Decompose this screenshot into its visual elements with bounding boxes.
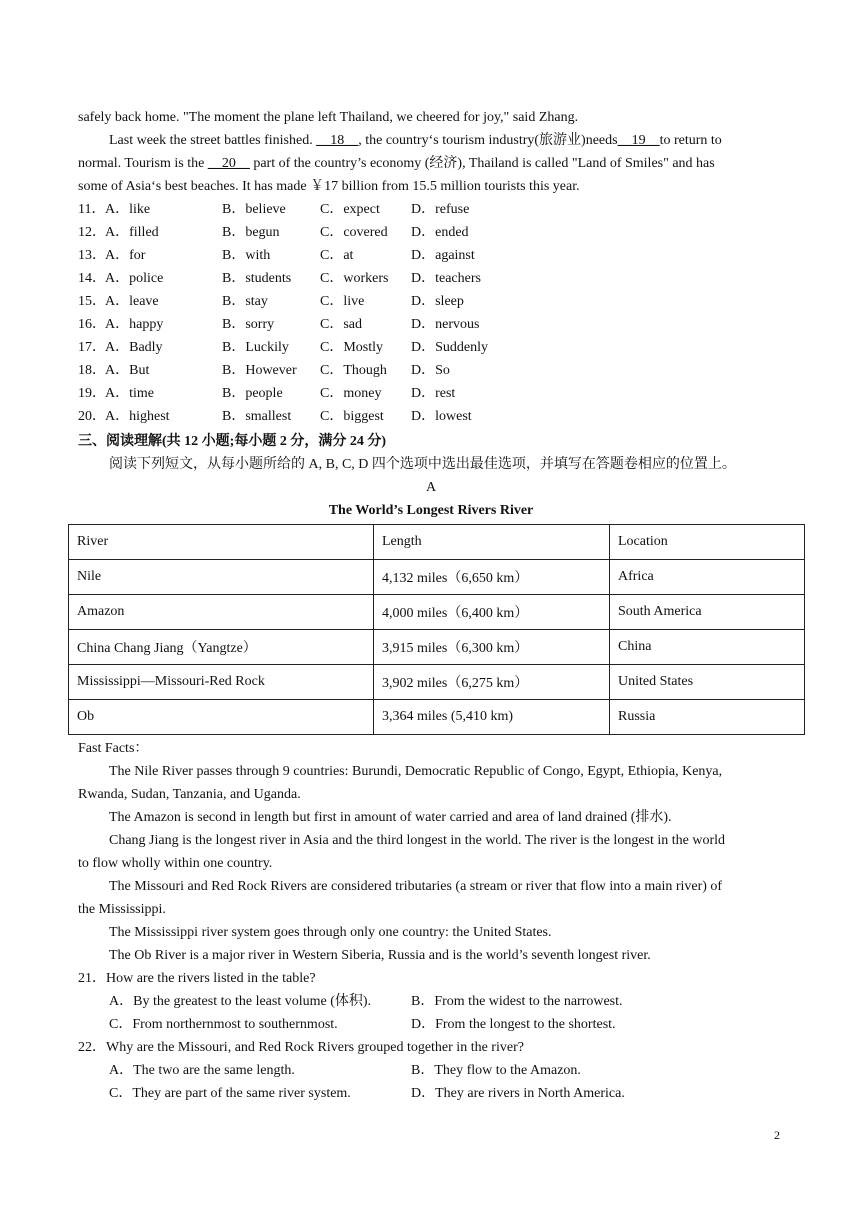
option-row: 20． A．highest B．smallest C．biggest D．lowest [78, 409, 472, 424]
exam-page [78, 106, 784, 1105]
option-b: B．From the widest to the narrowest. [411, 994, 623, 1009]
table-cell: Amazon [69, 595, 374, 630]
option-row: 15． A．leave B．stay C．live D．sleep [78, 294, 464, 309]
option-d: D．From the longest to the shortest. [411, 1017, 616, 1032]
option-row: 13． A．for B．with C．at D．against [78, 248, 475, 263]
question-options [78, 1059, 784, 1082]
fact-line: Rwanda, Sudan, Tanzania, and Uganda. [78, 787, 301, 802]
option-row: 12． A．filled B．begun C．covered D．ended [78, 225, 469, 240]
table-cell: Nile [69, 560, 374, 595]
table-cell: 4,132 miles（6,650 km） [374, 560, 610, 595]
table-header-cell: River [69, 525, 374, 560]
question-options [78, 1013, 784, 1036]
passage-line: safely back home. "The moment the plane left Thailand, we cheered for joy," said Zhang. [78, 110, 579, 125]
option-d: D．They are rivers in North America. [411, 1086, 625, 1101]
question-stem: 21．How are the rivers listed in the table? [78, 971, 316, 986]
table-row [69, 630, 805, 665]
question-options [78, 990, 784, 1013]
question-stem: 22．Why are the Missouri, and Red Rock Rivers grouped together in the river? [78, 1040, 524, 1055]
table-cell: Ob [69, 700, 374, 735]
fact-line: Chang Jiang is the longest river in Asia and the third longest in the world. The river is the longest in the world [109, 833, 726, 848]
table-cell: China Chang Jiang（Yangtze） [69, 630, 374, 665]
section-instruction: 阅读下列短文，从每小题所给的 A, B, C, D 四个选项中选出最佳选项，并填写在答题卷相应的位置上。 [109, 457, 736, 472]
fact-line: The Mississippi river system goes through only one country: the United States. [109, 925, 552, 940]
table-header-cell: Length [374, 525, 610, 560]
table-cell: 3,915 miles（6,300 km） [374, 630, 610, 665]
table-header-row [69, 525, 805, 560]
option-row: 11． A．like B．believe C．expect D．refuse [78, 202, 470, 217]
table-title: The World’s Longest Rivers River [328, 503, 534, 518]
option-row: 18． A．But B．However C．Though D．So [78, 363, 450, 378]
section-title: 三、阅读理解(共 12 小题;每小题 2 分，满分 24 分) [78, 434, 386, 449]
fast-facts-heading: Fast Facts： [78, 741, 149, 756]
question-options [78, 1082, 784, 1105]
table-cell: Russia [610, 700, 805, 735]
table-cell: China [610, 630, 805, 665]
blank-18: __18__ [316, 133, 359, 148]
option-a: A．By the greatest to the least volume (体积). [109, 994, 372, 1009]
option-b: B．They flow to the Amazon. [411, 1063, 581, 1078]
passage-label: A [425, 480, 437, 495]
table-row [69, 700, 805, 735]
option-c: C．They are part of the same river system. [109, 1086, 351, 1101]
blank-20: __20__ [207, 156, 250, 171]
table-cell: 4,000 miles（6,400 km） [374, 595, 610, 630]
table-cell: Africa [610, 560, 805, 595]
passage-line: some of Asia‘s best beaches. It has made ￥17 billion from 15.5 million tourists this year. [78, 179, 580, 194]
passage-line: Last week the street battles finished. __18__, the country‘s tourism industry(旅游业)needs__19__to return to [109, 133, 722, 148]
option-row: 19． A．time B．people C．money D．rest [78, 386, 456, 401]
fact-line: The Missouri and Red Rock Rivers are considered tributaries (a stream or river that flow into a main river) of [109, 879, 723, 894]
fact-line: the Mississippi. [78, 902, 166, 917]
table-cell: South America [610, 595, 805, 630]
option-row: 14． A．police B．students C．workers D．teachers [78, 271, 481, 286]
fact-line: The Nile River passes through 9 countries: Burundi, Democratic Republic of Congo, Egypt, Ethiopia, Kenya, [109, 764, 723, 779]
fact-line: The Ob River is a major river in Western Siberia, Russia and is the world’s seventh longest river. [109, 948, 651, 963]
cloze-options [78, 198, 784, 428]
table-cell: United States [610, 665, 805, 700]
table-header-cell: Location [610, 525, 805, 560]
table-cell: Mississippi—Missouri-Red Rock [69, 665, 374, 700]
option-c: C．From northernmost to southernmost. [109, 1017, 338, 1032]
page-number: 2 [774, 1128, 780, 1142]
table-cell: 3,902 miles（6,275 km） [374, 665, 610, 700]
option-row: 16． A．happy B．sorry C．sad D．nervous [78, 317, 480, 332]
blank-19: __19__ [617, 133, 660, 148]
passage-line: normal. Tourism is the __20__ part of the country’s economy (经济), Thailand is called "Land of Smiles" and has [78, 156, 715, 171]
rivers-table [68, 524, 805, 735]
option-row: 17． A．Badly B．Luckily C．Mostly D．Suddenly [78, 340, 488, 355]
table-row [69, 595, 805, 630]
option-a: A．The two are the same length. [109, 1063, 295, 1078]
fact-line: The Amazon is second in length but first in amount of water carried and area of land drained (排水). [109, 810, 672, 825]
table-cell: 3,364 miles (5,410 km) [374, 700, 610, 735]
fact-line: to flow wholly within one country. [78, 856, 273, 871]
table-row [69, 560, 805, 595]
table-row [69, 665, 805, 700]
